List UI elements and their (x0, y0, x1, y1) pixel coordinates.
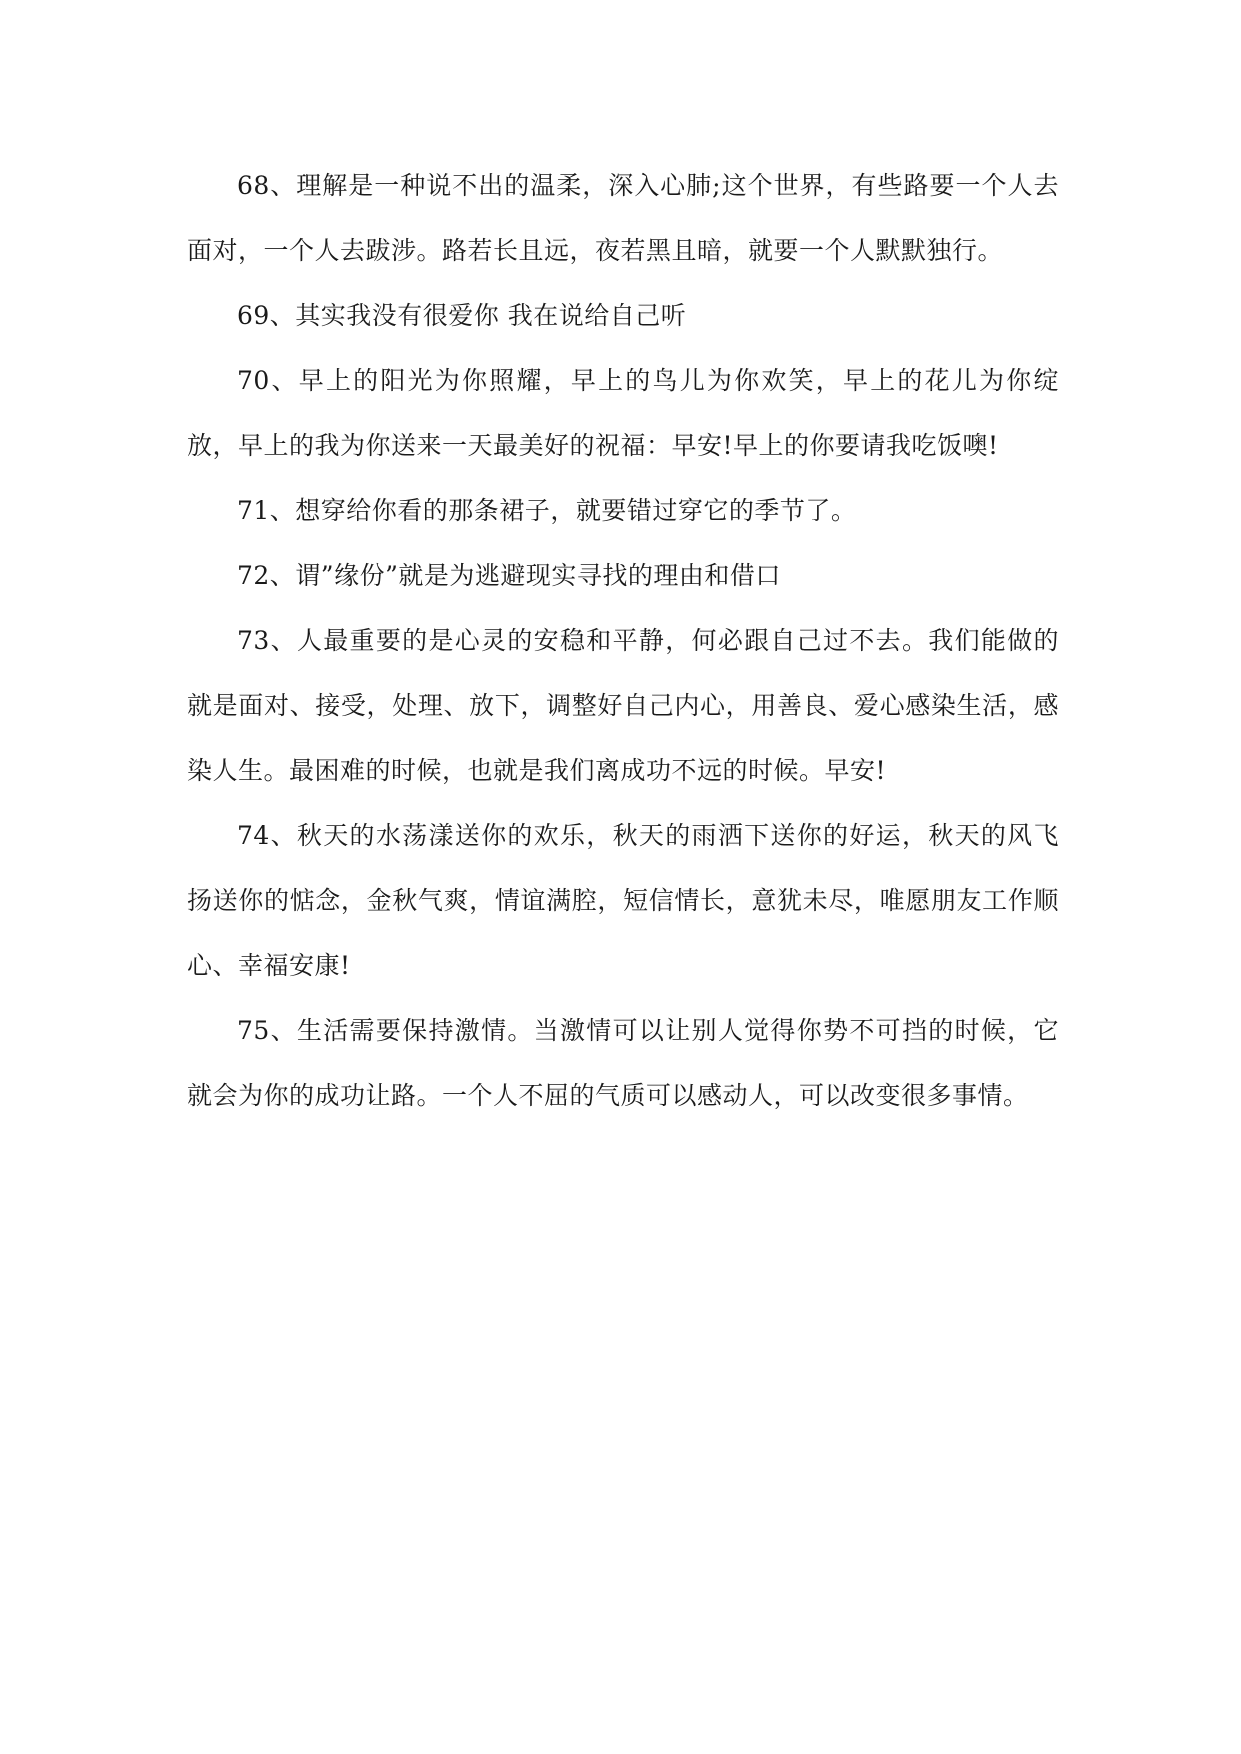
paragraph-71: 71、想穿给你看的那条裙子，就要错过穿它的季节了。 (237, 496, 857, 525)
paragraph-72: 72、谓”缘份”就是为逃避现实寻找的理由和借口 (237, 561, 781, 590)
paragraph-73: 73、人最重要的是心灵的安稳和平静，何必跟自己过不去。我们能做的就是面对、接受，处理、放下，调整好自己内心，用善良、爱心感染生活，感染人生。最困难的时候，也就是我们离成功不远的时候。早安! (187, 626, 1059, 785)
paragraph-74: 74、秋天的水荡漾送你的欢乐，秋天的雨洒下送你的好运，秋天的风飞扬送你的惦念，金秋气爽，情谊满腔，短信情长，意犹未尽，唯愿朋友工作顺心、幸福安康! (187, 821, 1059, 980)
paragraph-70: 70、早上的阳光为你照耀，早上的鸟儿为你欢笑，早上的花儿为你绽放，早上的我为你送来一天最美好的祝福：早安!早上的你要请我吃饭噢! (187, 366, 1059, 460)
paragraph-75: 75、生活需要保持激情。当激情可以让别人觉得你势不可挡的时候，它就会为你的成功让路。一个人不屈的气质可以感动人，可以改变很多事情。 (187, 1016, 1059, 1110)
paragraph-69: 69、其实我没有很爱你 我在说给自己听 (237, 301, 687, 330)
paragraph-68: 68、理解是一种说不出的温柔，深入心肺;这个世界，有些路要一个人去面对，一个人去跋涉。路若长且远，夜若黑且暗，就要一个人默默独行。 (187, 171, 1059, 265)
document-body (187, 153, 1059, 1128)
